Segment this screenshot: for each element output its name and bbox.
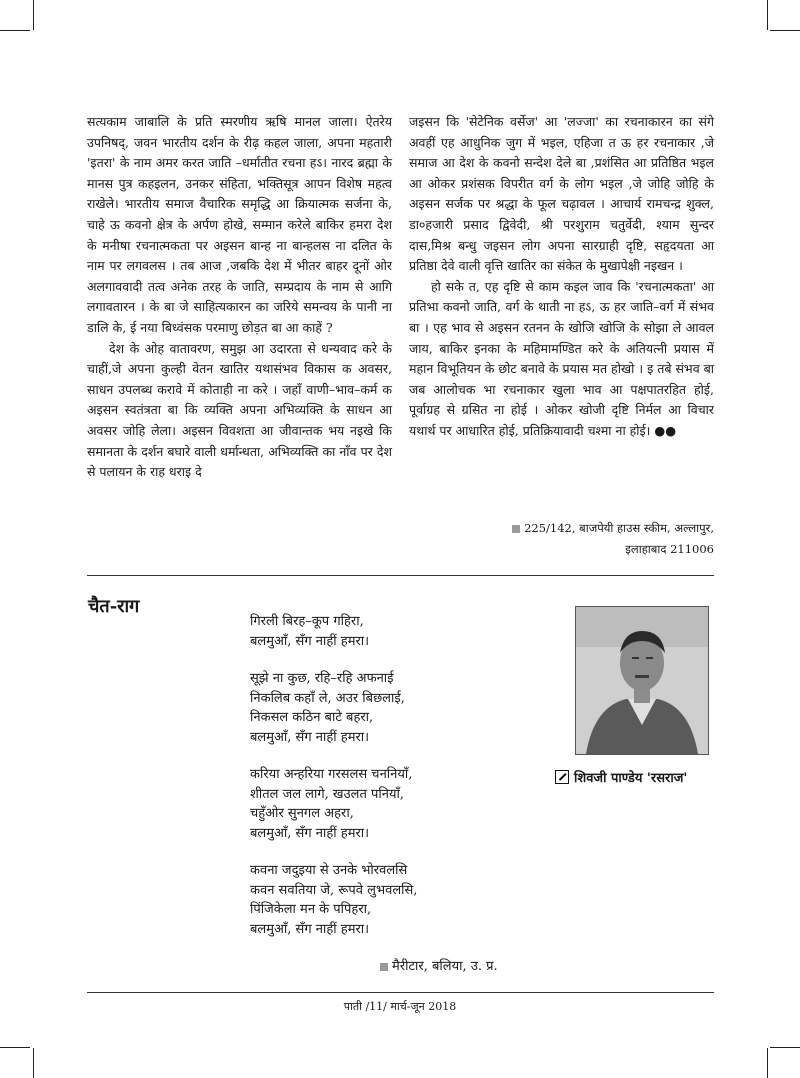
author-place [380,956,498,974]
author-address [409,518,714,539]
crop-mark [767,1048,768,1078]
author-name: शिवजी पाण्डेय 'रसराज' [574,771,688,786]
poem-line: कवन सवतिया जे, रूपवे लुभवलसि, [250,882,418,898]
poem-line: सूझे ना कुछ, रहि–रहि अफनाई [250,671,394,686]
poem-line: बलमुआँ, सँग नाहीं हमरा। [250,729,370,745]
section-divider [87,575,714,576]
crop-mark [33,0,34,30]
poem-line: बलमुआँ, सँग नाहीं हमरा। [250,633,370,649]
poem-line: निकलिब कहाँ ले, अउर बिछलाई, [250,690,405,706]
poem-line: निकसल कठिन बाटे बहरा, [250,710,374,725]
footer-divider [87,992,714,993]
crop-mark [770,1047,800,1048]
author-photo [575,606,709,755]
poem-line: बलमुआँ, सँग नाहीं हमरा। [250,825,370,841]
article-left-column [87,112,392,483]
address-line: 225/142, बाजपेयी हाउस स्कीम, अल्लापुर, [524,521,714,535]
square-bullet-icon [512,525,520,533]
article-right-column [409,112,714,442]
address-line: इलाहाबाद 211006 [625,542,714,556]
crop-mark [770,30,800,31]
portrait-silhouette [576,607,708,754]
poem-line: चहुँओर सुनगल अहरा, [250,806,354,821]
paragraph: हो सके त, एह दृष्टि से काम कइल जाव कि 'रचनात्मकता' आ प्रतिभा कवनो जाति, वर्ग के थाती ना हऽ, ऊ हर जाति–वर्ग में संभव बा । एह भाव से अइसन रतनन के खोजि खोजि के सोझा ले आवल जाय, बाकिर इनका के महिमामण्डित करे के अतियत्नी प्रयास में महान विभूतियन के छोट बनावे के प्रयास मत होखो । इ तबे संभव बा जब आलोचक भा रचनाकार खुला भाव आ पक्षपातरहित होई, पूर्वाग्रह से ग्रसित ना होई । ओकर खोजी दृष्टि निर्मल आ विचार यथार्थ पर आधारित होई, प्रतिक्रियावादी चश्मा ना होई। ●● [409,278,714,438]
poem-line: गिरली बिरह–कूप गहिरा, [250,614,364,629]
paragraph: देश के ओह वातावरण, समुझ आ उदारता से धन्यवाद करे के चाहीं,जे अपना कुल्ही वेतन खातिर यथासंभव विकास क अवसर, साधन उपलब्ध करावे में कोताही ना करे । जहाँ वाणी–भाव–कर्म क अइसन स्वतंत्रता बा कि व्यक्ति अपना अभिव्यक्ति के साधन आ अवसर जोहि लेला। अइसन विवशता आ जीवान्तक भय नइखे कि समानता के दर्शन बघारे वाली धर्मान्धता, अभिव्यक्ति का नाँव पर देश से पलायन के राह धराइ दे [87,340,392,480]
poem-stanza [250,861,550,939]
poem-stanza [250,612,550,651]
poem-line: बलमुआँ, सँग नाहीं हमरा। [250,921,370,937]
crop-mark [0,1047,30,1048]
poem-body [250,612,550,957]
paragraph: जइसन कि 'सेटेनिक वर्सेज' आ 'लज्जा' का रचनाकारन का संगे अवहीं एह आधुनिक जुग में भइल, एहिजा त ऊ हर रचनाकार ,जे समाज आ देश के कवनो सन्देश देले बा ,प्रशंसित आ प्रतिष्ठित भइल आ ओकर प्रशंसक विपरीत वर्ग के लोग भइल ,जे जोहि जोहि के अइसन सर्जक पर श्रद्धा के फूल चढ़ावल । आचार्य रामचन्द्र शुक्ल, डा०हजारी प्रसाद द्विवेदी, श्री परशुराम चतुर्वेदी, श्याम सुन्दर दास,मिश्र बन्धु जइसन लोग अपना सारग्राही दृष्टि, सहृदयता आ प्रतिष्ठा देवे वाली वृत्ति खातिर का संकेत के मुखापेक्षी नइखन । [409,114,714,274]
page-footer: पाती /11/ मार्च-जून 2018 [343,1000,457,1013]
crop-mark [767,0,768,30]
poem-line: शीतल जल लागे, खउलत पनियाँ, [250,786,405,802]
poem-line: पिंजिकेला मन के पपिहरा, [250,902,372,917]
crop-mark [0,30,30,31]
poem-line: करिया अन्हरिया गरसलस चननियाँ, [250,767,413,782]
poem-author [555,768,687,786]
poem-stanza [250,669,550,747]
poem-stanza [250,765,550,843]
square-bullet-icon [380,963,388,971]
place-text: मैरीटार, बलिया, उ. प्र. [392,959,498,974]
pen-icon [555,770,569,784]
poem-line: कवना जदुइया से उनके भोरवलसि [250,863,408,878]
paragraph: सत्यकाम जाबालि के प्रति स्मरणीय ऋषि मानल जाला। ऐतरेय उपनिषद्, जवन भारतीय दर्शन के रीढ़ कहल जाला, अपना महतारी 'इतरा' के नाम अमर करत जाति –धर्मातीत रचना हऽ। नारद ब्रह्मा के मानस पुत्र कहइलन, उनकर संहिता, भक्तिसूत्र आपन विशेष महत्व राखेले। भारतीय समाज वैचारिक समृद्धि आ क्रियात्मक सर्जना के, चाहे ऊ कवनो क्षेत्र के अर्पण होखे, सम्मान करेले बाकिर हमरा देश के मनीषा रचनात्मकता पर अइसन बान्ह ना बान्हलस ना दलित के नाम पर लगवलस । तब आज ,जबकि देश में भीतर बाहर दूनों ओर अलगाववादी तत्व अनेक तरह के जाति, सम्प्रदाय के नाम से आगि लगावतारन । के बा जे साहित्यकारन का जरिये समन्वय के पानी ना डालि के, ई नया बिध्वंसक परमाणु छोड़त बा आ काहें ? [87,114,392,335]
crop-mark [33,1048,34,1078]
author-address-city [409,539,714,560]
poem-title: चैत-राग [88,596,140,617]
